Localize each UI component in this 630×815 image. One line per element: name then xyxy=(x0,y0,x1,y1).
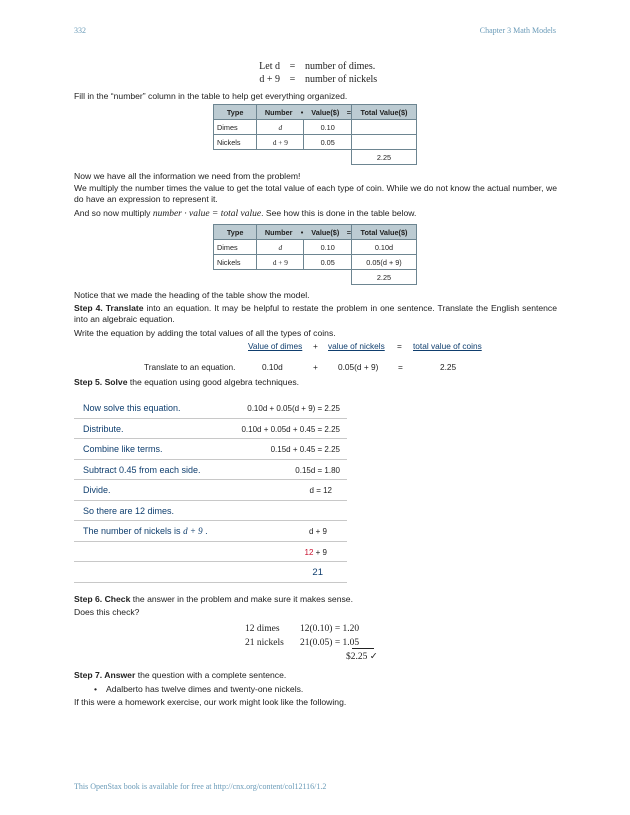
table-cell xyxy=(351,135,416,150)
table-cell: d xyxy=(257,120,304,135)
step-7 xyxy=(74,670,557,681)
definition-row xyxy=(250,60,377,73)
answer-bullet: Adalberto has twelve dimes and twenty-one nickels. xyxy=(106,684,304,694)
translate-labels xyxy=(248,341,302,351)
table-cell: 0.05 xyxy=(304,255,352,270)
solve-row xyxy=(74,501,347,522)
result-value: 21 xyxy=(312,567,323,578)
step-6 xyxy=(74,594,557,605)
definition-rhs: number of nickels xyxy=(305,74,378,85)
substitution-expression: 12 + 9 xyxy=(304,547,327,557)
solve-row xyxy=(74,521,347,542)
coin-table-filled xyxy=(213,224,417,285)
paragraph: Does this check? xyxy=(74,607,140,617)
plus-sign: + xyxy=(313,341,318,351)
footer-text: This OpenStax book is available for free at http://cnx.org/content/col12116/1.2 xyxy=(74,782,327,791)
table-cell: 0.10d xyxy=(351,240,416,255)
step-text: the question with a complete sentence. xyxy=(137,670,287,680)
table-cell: 0.10 xyxy=(304,120,352,135)
definition-rhs: number of dimes. xyxy=(305,61,376,72)
step-expression: d = 12 xyxy=(309,486,332,495)
term-dimes: 0.10d xyxy=(262,362,283,372)
term-total: 2.25 xyxy=(440,362,457,372)
solve-row xyxy=(74,480,347,501)
table-cell: d + 9 xyxy=(257,255,304,270)
table-cell: Dimes xyxy=(214,240,257,255)
step-5 xyxy=(74,377,557,388)
check-label: 12 dimes xyxy=(245,624,280,634)
solve-row xyxy=(74,562,347,583)
table-row xyxy=(214,255,417,270)
table-row xyxy=(214,120,417,135)
table-sum-cell: 2.25 xyxy=(351,270,416,285)
table-header: • xyxy=(300,105,304,120)
table-cell: 0.05(d + 9) xyxy=(351,255,416,270)
step-description: Subtract 0.45 from each side. xyxy=(83,464,201,475)
label-value-of-nickels: value of nickels xyxy=(328,341,385,351)
step-description: Combine like terms. xyxy=(83,444,163,454)
table-row xyxy=(214,240,417,255)
table-header: = xyxy=(347,225,352,240)
table-cell: 0.10 xyxy=(304,240,352,255)
table-header: Number xyxy=(257,105,300,120)
check-expression: 12(0.10) = 1.20 xyxy=(300,624,360,634)
table-sum-cell: 2.25 xyxy=(351,150,416,165)
table-header: Type xyxy=(214,105,257,120)
instruction-text: Fill in the “number” column in the table to help get everything organized. xyxy=(74,91,348,101)
table-row xyxy=(214,135,417,150)
check-label: 21 nickels xyxy=(245,638,284,648)
bullet-dot: • xyxy=(94,684,98,694)
sum-line xyxy=(352,648,374,649)
table-cell: 0.05 xyxy=(304,135,352,150)
step-expression: 0.10d + 0.05(d + 9) = 2.25 xyxy=(247,404,340,413)
step-expression: d + 9 xyxy=(308,527,327,536)
step-description: So there are 12 dimes. xyxy=(83,505,175,516)
definition-lhs: Let d xyxy=(259,61,280,72)
chapter-title: Chapter 3 Math Models xyxy=(479,26,556,35)
definition-eq: = xyxy=(289,74,296,85)
paragraph: We multiply the number times the value to get the total value of each type of coin. While we do not know the actual number, we do have an expression to represent it. xyxy=(74,183,557,204)
paragraph xyxy=(74,208,557,220)
step-text: the answer in the problem and make sure it makes sense. xyxy=(132,594,353,604)
table-header: Number xyxy=(257,225,300,240)
check-expression: 21(0.05) = 1.05 xyxy=(300,638,360,648)
step-label: Step 6. Check xyxy=(74,594,131,604)
label-value-of-dimes: Value of dimes xyxy=(248,341,303,351)
paragraph-text: . See how this is done in the table below. xyxy=(261,208,417,218)
step-expression: 0.10d + 0.05d + 0.45 = 2.25 xyxy=(241,424,340,434)
equals-sign: = xyxy=(397,341,402,351)
step-text: the equation using good algebra techniques. xyxy=(129,377,300,387)
table-cell: d xyxy=(257,240,304,255)
table-header: Value($) xyxy=(304,225,347,240)
definition-eq: = xyxy=(289,61,296,72)
solve-row xyxy=(74,439,347,460)
table-cell: Nickels xyxy=(214,135,257,150)
term-nickels: 0.05(d + 9) xyxy=(338,362,379,372)
definition-lhs: d + 9 xyxy=(259,74,280,85)
term-equals: = xyxy=(398,362,403,372)
step-description: Divide. xyxy=(83,485,111,495)
check-total: $2.25 ✓ xyxy=(346,652,378,662)
table-header-row xyxy=(214,225,417,240)
page-number: 332 xyxy=(74,26,86,35)
table-header: Type xyxy=(214,225,257,240)
step-text: into an equation. It may be helpful to restate the problem in one sentence. Translate the English sentence into an algebraic equation. xyxy=(74,303,558,324)
table-cell: d + 9 xyxy=(257,135,304,150)
table-header: Value($) xyxy=(304,105,347,120)
step-expression: 0.15d + 0.45 = 2.25 xyxy=(270,445,340,454)
solve-row xyxy=(74,542,347,563)
step-4 xyxy=(74,303,557,325)
table-header: • xyxy=(300,225,304,240)
table-cell: Dimes xyxy=(214,120,257,135)
table-header: Total Value($) xyxy=(351,105,416,120)
term-plus: + xyxy=(313,362,318,372)
paragraph: Write the equation by adding the total values of all the types of coins. xyxy=(74,328,336,338)
paragraph-text: And so now multiply xyxy=(74,208,151,218)
table-cell xyxy=(351,120,416,135)
label-total-value: total value of coins xyxy=(413,341,482,351)
step-description: Distribute. xyxy=(83,423,124,434)
paragraph: Now we have all the information we need from the problem! xyxy=(74,171,301,181)
solve-row xyxy=(74,398,347,419)
table-header: = xyxy=(347,105,352,120)
step-expression: 0.15d = 1.80 xyxy=(295,465,340,475)
step-label: Step 7. Answer xyxy=(74,670,136,680)
step-description: The number of nickels is d + 9 . xyxy=(83,526,208,536)
table-header-row xyxy=(214,105,417,120)
solve-steps xyxy=(74,398,347,583)
solve-row xyxy=(74,419,347,440)
table-cell: Nickels xyxy=(214,255,257,270)
definitions xyxy=(250,60,377,86)
coin-table-empty xyxy=(213,104,417,165)
step-description: Now solve this equation. xyxy=(83,403,181,413)
definition-row xyxy=(250,73,377,86)
model-formula: number · value = total value xyxy=(152,209,262,219)
step-label: Step 4. Translate xyxy=(74,303,144,313)
solve-row xyxy=(74,460,347,481)
translate-prompt: Translate to an equation. xyxy=(144,362,236,372)
paragraph: If this were a homework exercise, our work might look like the following. xyxy=(74,697,347,707)
table-sum-row xyxy=(214,270,417,285)
table-header: Total Value($) xyxy=(351,225,416,240)
table-sum-row xyxy=(214,150,417,165)
step-label: Step 5. Solve xyxy=(74,377,128,387)
paragraph: Notice that we made the heading of the table show the model. xyxy=(74,290,310,300)
